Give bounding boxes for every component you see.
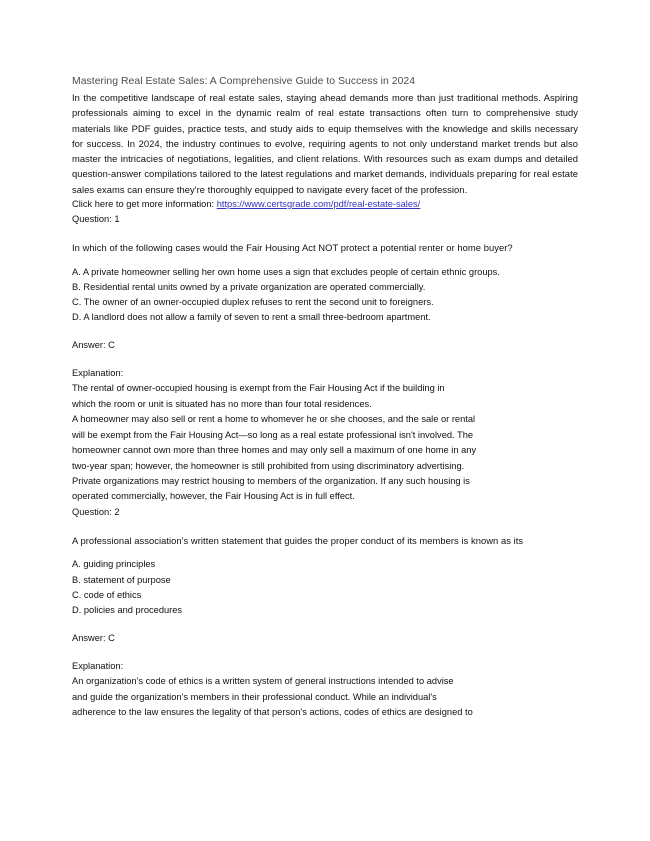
- page-title: Mastering Real Estate Sales: A Comprehensive Guide to Success in 2024: [72, 76, 416, 87]
- spacer: [72, 227, 578, 240]
- explanation-line: which the room or unit is situated has no more than four total residences.: [72, 398, 372, 409]
- certsgrade-pdf-link[interactable]: https://www.certsgrade.com/pdf/real-estate-sales/: [216, 199, 421, 210]
- spacer: [72, 256, 578, 265]
- question-2-explanation: [72, 674, 578, 720]
- option-d[interactable]: D. policies and procedures: [72, 604, 183, 615]
- more-information-line: [72, 197, 578, 212]
- spacer: [72, 325, 578, 338]
- option-a[interactable]: A. A private homeowner selling her own home uses a sign that excludes people of certain ethnic groups.: [72, 266, 500, 277]
- question-1-answer: Answer: C: [72, 340, 115, 351]
- explanation-line: and guide the organization's members in their professional conduct. While an individual's: [72, 691, 437, 702]
- option-c[interactable]: C. code of ethics: [72, 589, 142, 600]
- explanation-line: An organization's code of ethics is a written system of general instructions intended to advise: [72, 676, 454, 687]
- option-b[interactable]: B. statement of purpose: [72, 574, 171, 585]
- explanation-line: two-year span; however, the homeowner is still prohibited from using discriminatory advertising.: [72, 460, 465, 471]
- explanation-line: The rental of owner-occupied housing is exempt from the Fair Housing Act if the building in: [72, 383, 445, 394]
- spacer: [72, 618, 578, 631]
- question-1-options: [72, 265, 578, 326]
- option-d[interactable]: D. A landlord does not allow a family of seven to rent a small three-bedroom apartment.: [72, 312, 431, 323]
- explanation-line: Private organizations may restrict housing to members of the organization. If any such housing is: [72, 475, 470, 486]
- question-2-answer: Answer: C: [72, 633, 115, 644]
- question-1-label: Question: 1: [72, 214, 120, 225]
- explanation-line: homeowner cannot own more than three homes and may only sell a maximum of one home in any: [72, 445, 477, 456]
- spacer: [72, 520, 578, 533]
- spacer: [72, 353, 578, 366]
- question-1-explanation-label: Explanation:: [72, 368, 124, 379]
- option-b[interactable]: B. Residential rental units owned by a private organization are operated commercially.: [72, 281, 426, 292]
- link-prefix-text: Click here to get more information:: [72, 199, 217, 210]
- question-2-text: A professional association's written statement that guides the proper conduct of its members is known as its: [72, 534, 524, 546]
- explanation-line: A homeowner may also sell or rent a home to whomever he or she chooses, and the sale or rental: [72, 414, 476, 425]
- explanation-line: adherence to the law ensures the legality of that person's actions, codes of ethics are designed to: [72, 706, 473, 717]
- question-2-explanation-label: Explanation:: [72, 661, 124, 672]
- question-2-options: [72, 557, 578, 618]
- spacer: [72, 548, 578, 557]
- option-c[interactable]: C. The owner of an owner-occupied duplex refuses to rent the second unit to foreigners.: [72, 297, 434, 308]
- spacer: [72, 646, 578, 659]
- question-1-text: In which of the following cases would the Fair Housing Act NOT protect a potential renter or home buyer?: [72, 242, 513, 254]
- intro-paragraph: In the competitive landscape of real estate sales, staying ahead demands more than just traditional methods. Aspiring professionals aiming to excel in the dynamic realm of real estate transactions often turn to comprehensive study materials like PDF guides, practice tests, and study aids to equip themselves with the knowledge and skills necessary for success. In 2024, the industry continues to evolve, requiring agents to not only understand market trends but also master the intricacies of negotiations, legalities, and client relations. With resources such as exam dumps and detailed question-answer compilations tailored to the latest regulations and market demands, individuals preparing for real estate sales exams can ensure they're thoroughly equipped to navigate every facet of the profession.: [72, 92, 578, 195]
- option-a[interactable]: A. guiding principles: [72, 559, 156, 570]
- explanation-line: will be exempt from the Fair Housing Act—so long as a real estate professional isn't involved. The: [72, 429, 474, 440]
- question-1-explanation: [72, 381, 578, 504]
- explanation-line: operated commercially, however, the Fair Housing Act is in full effect.: [72, 491, 355, 502]
- question-2-label: Question: 2: [72, 506, 120, 517]
